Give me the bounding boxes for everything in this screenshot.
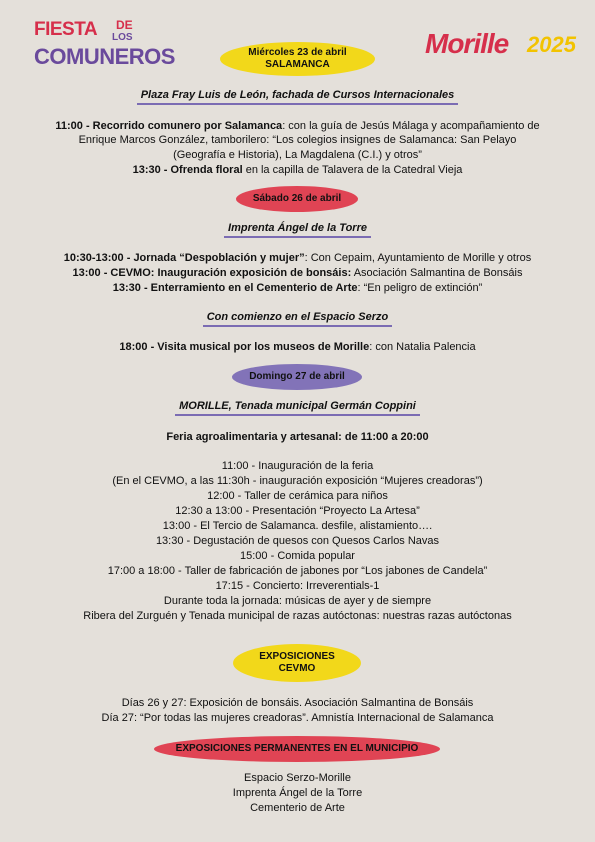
expo-line-1: Días 26 y 27: Exposición de bonsáis. Asociación Salmantina de Bonsáis xyxy=(121,697,474,709)
logo-comuneros: COMUNEROS xyxy=(34,44,175,69)
day3-line-11: Ribera del Zurguén y Tenada municipal de razas autóctonas: nuestras razas autóctonas xyxy=(83,610,512,622)
day3-line-10: Durante toda la jornada: músicas de ayer y de siempre xyxy=(163,595,432,607)
day3-line-5: 13:00 - El Tercio de Salamanca. desfile, alistamiento…. xyxy=(162,520,433,532)
logo-fiesta: FIESTA xyxy=(34,19,98,40)
perm-line-2: Imprenta Ángel de la Torre xyxy=(232,787,363,799)
day3-line-9: 17:15 - Concierto: Irreverentials-1 xyxy=(215,580,380,592)
expo-title-2: CEVMO xyxy=(278,663,316,674)
day1-line-2: Enrique Marcos González, tamborilero: “Los colegios insignes de Salamanca: San Pelayo xyxy=(78,134,517,146)
expo-line-2: Día 27: “Por todas las mujeres creadoras”. Amnistía Internacional de Salamanca xyxy=(101,712,494,724)
logo-morille: Morille xyxy=(425,28,509,59)
day2-line-2: 13:00 - CEVMO: Inauguración exposición de bonsáis: Asociación Salmantina de Bonsáis xyxy=(72,267,523,279)
day3-line-8: 17:00 a 18:00 - Taller de fabricación de jabones por “Los jabones de Candela” xyxy=(107,565,488,577)
day1-venue: Plaza Fray Luis de León, fachada de Cursos Internacionales xyxy=(0,89,595,105)
day2-line-3: 13:30 - Enterramiento en el Cementerio de Arte: “En peligro de extinción” xyxy=(112,282,483,294)
day2-venue: Imprenta Ángel de la Torre xyxy=(0,222,595,238)
day1-line-1: 11:00 - Recorrido comunero por Salamanca: con la guía de Jesús Málaga y acompañamiento de xyxy=(55,120,540,132)
day3-line-6: 13:30 - Degustación de quesos con Quesos Carlos Navas xyxy=(155,535,440,547)
day3-line-7: 15:00 - Comida popular xyxy=(240,550,355,562)
perm-line-1: Espacio Serzo-Morille xyxy=(244,772,351,784)
day3-line-2: (En el CEVMO, a las 11:30h - inauguración exposición “Mujeres creadoras”) xyxy=(112,475,483,487)
day2-date-badge xyxy=(236,186,358,212)
day1-city: SALAMANCA xyxy=(265,59,330,70)
day3-date: Domingo 27 de abril xyxy=(249,371,345,382)
day3-feria: Feria agroalimentaria y artesanal: de 11:00 a 20:00 xyxy=(166,431,429,443)
day2-venue-2: Con comienzo en el Espacio Serzo xyxy=(0,311,595,327)
day1-date: Miércoles 23 de abril xyxy=(248,47,347,58)
day2-date: Sábado 26 de abril xyxy=(252,193,342,204)
day3-venue: MORILLE, Tenada municipal Germán Coppini xyxy=(0,400,595,416)
logo-de: DE xyxy=(116,18,133,32)
day2-line-4: 18:00 - Visita musical por los museos de Morille: con Natalia Palencia xyxy=(119,341,476,353)
expo-title-1: EXPOSICIONES xyxy=(259,651,335,662)
day1-date-badge xyxy=(220,42,375,76)
day1-line-3: (Geografía e Historia), La Magdalena (C.I.) y otros” xyxy=(173,149,422,161)
day1-line-4: 13:30 - Ofrenda floral en la capilla de Talavera de la Catedral Vieja xyxy=(132,164,463,176)
perm-title: EXPOSICIONES PERMANENTES EN EL MUNICIPIO xyxy=(175,743,419,754)
perm-line-3: Cementerio de Arte xyxy=(250,802,345,814)
logo-los: LOS xyxy=(112,32,133,43)
day3-date-badge xyxy=(232,364,362,390)
day2-line-1: 10:30-13:00 - Jornada “Despoblación y mujer”: Con Cepaim, Ayuntamiento de Morille y otros xyxy=(63,252,532,264)
day3-line-1: 11:00 - Inauguración de la feria xyxy=(221,460,374,472)
expo-badge xyxy=(233,644,361,682)
day3-line-3: 12:00 - Taller de cerámica para niños xyxy=(207,490,388,502)
perm-badge xyxy=(154,736,440,762)
logo-year: 2025 xyxy=(527,32,576,57)
day3-line-4: 12:30 a 13:00 - Presentación “Proyecto La Artesa” xyxy=(175,505,420,517)
